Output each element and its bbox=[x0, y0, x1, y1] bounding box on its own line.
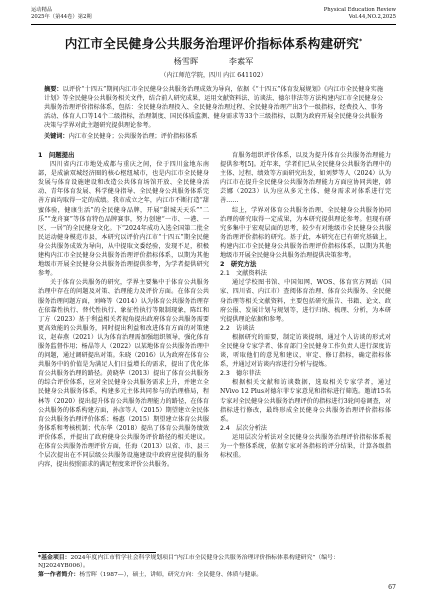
title-footnote-mark: * bbox=[358, 37, 363, 45]
journal-name-en: Physical Education Review bbox=[323, 7, 396, 13]
affiliation: （内江师范学院，四川 内江 641102） bbox=[160, 72, 267, 79]
body-paragraph: 育服务组织评价体系，以及为提升体育公共服务治理能力提供参考[5]。近年来，学者们已从全民健身公共服务治理中的主体、过程、绩效等方面研究出发，如刘梦等人（2024）认为内江市在提升全民健身公共服务治理能力方面应协同共建，韩芸娜（2023）认为应从多元主体、健身需求对体系进行完善…… bbox=[220, 152, 391, 205]
author-list bbox=[0, 56, 427, 67]
author-name: 李素军 bbox=[228, 56, 254, 66]
issue-en: Vol.44,NO.2,2025 bbox=[348, 14, 396, 20]
keywords-label: 关键词： bbox=[44, 133, 69, 140]
fund-note bbox=[38, 554, 389, 571]
author-name: 杨雪晖 bbox=[173, 56, 199, 66]
body-paragraph: 通过学校图书馆、中国知网、WOS、体育官方网站（国家、四川省、内江市）查阅体育治理、体育公共服务、全民健身治理等相关文献资料，主要包括研究报告、书籍、论文、政府公报、发展计划与规划等，进行归纳、梳理、分析，为本研究提供理论依据和参考。 bbox=[220, 279, 391, 323]
subsection-heading: 2.4 层次分析法 bbox=[220, 424, 267, 432]
keywords bbox=[44, 133, 383, 141]
subsection-heading: 2.3 德尔菲法 bbox=[220, 370, 261, 378]
abstract-label: 摘要： bbox=[44, 86, 63, 93]
page-number: 67 bbox=[388, 584, 396, 591]
title-text: 内江市全民健身公共服务治理评价指标体系构建研究 bbox=[64, 36, 359, 51]
author-note bbox=[38, 571, 389, 579]
author-note-label: 第一作者简介： bbox=[38, 571, 80, 578]
section-heading: 2 研究方法 bbox=[220, 260, 257, 269]
left-column bbox=[38, 151, 209, 469]
subsection-heading: 2.2 访谈法 bbox=[220, 324, 255, 332]
body-paragraph: 根据相关文献和访谈数据，选取相关专家学者，通过NVivo 12 Plus对德尔菲专家意见和指标进行筛选。邀请15名专家对全民健身公共服务治理评价的指标进行3轮问卷调查，对指标进行修改，最终形成全民健身公共服务治理评价指标体系。 bbox=[220, 379, 391, 423]
footnote bbox=[38, 554, 389, 579]
fund-label: *基金项目： bbox=[38, 555, 71, 561]
journal-name-cn: 运动精品 bbox=[31, 7, 53, 13]
issue-cn: 2025年（第44卷）第2期 bbox=[31, 14, 92, 20]
body-paragraph: 综上，学界对体育公共服务治理、全民健身公共服务协同治理的研究取得一定成果，为本研究提供理论参考。但现有研究多集中于宏观层面的思考，较少有对地级市全民健身公共服务治理评价指标的研究。基于此，本研究在已有研究基础上，构建内江市全民健身公共服务治理评价指标体系，以期为其他地级市开展全民健身公共服务治理提供决策参考。 bbox=[220, 206, 391, 260]
body-paragraph: 运用层次分析法对全民健身公共服务治理评价指标体系视为一个整体系统，依据专家对各指标的评分结果，计算各级指标权重。 bbox=[220, 433, 391, 460]
paper-title bbox=[0, 33, 427, 52]
footnote-rule bbox=[38, 552, 156, 553]
running-header bbox=[31, 5, 396, 25]
abstract-text: 以评价“十四五”期间内江市全民健身公共服务治理成效为导向，依据《“十四五”体育发展规划》《内江市全民健身实施计划》等全民健身公共服务相关文件，结合前人研究成果，运用文献资料法、访谈法、德尔菲法等方法构建内江市全民健身公共服务治理评价指标体系，包括：全民健身治理投入、全民健身治理过程、全民健身治理产出3个一级指标，经费投入、事务活动、体育人口等14个二级指标，治理制度、国民体质监测、健身需求等33个三级指标，以期为政府开展全民健身公共服务决策与学界对此主题研究提供理论参考。 bbox=[44, 86, 383, 130]
header-right bbox=[324, 7, 396, 21]
header-left bbox=[31, 7, 92, 21]
body-paragraph: 根据研究的需要，制定访谈提纲，通过个人访谈的形式对全民健身专家学者、体育部门全民健身工作负责人进行深度访谈，听取他们的意见和建议，审定、修订指标，确定指标体系，并通过对访谈内容进行分析与提炼。 bbox=[220, 333, 391, 369]
section-heading: 1 问题提出 bbox=[38, 151, 75, 159]
subsection-heading: 2.1 文献资料法 bbox=[220, 270, 267, 278]
keywords-text: 内江市全民健身；公共服务治理；评价指标体系 bbox=[68, 133, 198, 140]
fund-text: 2024年度内江市哲学社会科学规划项目“内江市全民健身公共服务治理评价指标体系构建研究”（编号：NJ2024YB006）。 bbox=[38, 555, 339, 570]
body-paragraph: 四川省内江市地处成都与重庆之间，位于四川盆地东南部，是成渝双城经济圈的核心枢纽城市，也是内江市全民健身发展与体育设施建设和改造公共体育场馆开放、全民健身活动、青年体育发展、科学健身指导、全民健身公共服务体系完善方面均取得一定的成绩。我市成立之年，内江市不断打造“甜蜜体验，健康生活”的全民健身品牌，开展“甜城天天乐”“二乐”“龙舟赛”等体育特色品牌赛事，努力创建“一市、一港、一区、一居”的全民健身文化。下“2024年成功入选全国第二批全民运动健身模范市县，本研究以评价内江市“十四五”期全民健身公共服务成效为导向，从中提取文委经验，发现不足，积极建构内江市全民健身公共服务治理评价指标体系，以期为其他地级市开展全民健身公共服务治理提供参考，为学者提供研究参考。 bbox=[38, 161, 209, 278]
abstract bbox=[44, 85, 383, 130]
author-note-text: 杨雪晖（1987—），硕士，讲师，研究方向：全民健身、体质与健康。 bbox=[79, 571, 263, 578]
right-column bbox=[220, 151, 391, 460]
body-paragraph: 关于体育公共服务的研究，学界主要集中于体育公共服务治理中存在的问题及对策、治理能力及评价方面。在体育公共服务治理问题方面，刘峰等（2014）认为体育公共服务治理存在依靠性执行、替代性执行、象征性执行等限制现象，陈红和丁方（2023）基于利益相关者视角提出政府体育公共服务需要更高效能的公共服务，同时提出利益和改进体育方面的对策建议，赵春燕（2021）认为体育治理需加强组织领导，强化体育服务监督作用；杨晶等人（2022）以某地体育公共服务治理中的问题，通过调研提出对策。朱晓（2016）认为政府在体育公共服务中的价值是为满足人们日益增长的需求，提出了优化体育公共服务治理的路径。黄晓华（2013）提出了体育公共服务的综合评价体系，应对全民健身公共服务需求上升，并建立全民健身公共服务体系，构建多元主体共同参与的治理格局，程林等（2020）提出提升体育公共服务治理能力的路径，在体育公共服务的体系构建方面，孙彦等人（2015）期望建立全民体育公共服务治理评价体系；杨惠（2015）期望建立体育公共服务体系和考核机制；代东华（2018）提出了体育公共服务绩效评价体系，并提出了政府健身公共服务评价路径的相关建议。在体育公共服务治理评价方面，任海（2013）以省、市、县三个层次提出在不同层级公共服务设施建设中政府应提供的服务内容，提出按照需求的满足程度来评价公共服务。 bbox=[38, 279, 209, 469]
